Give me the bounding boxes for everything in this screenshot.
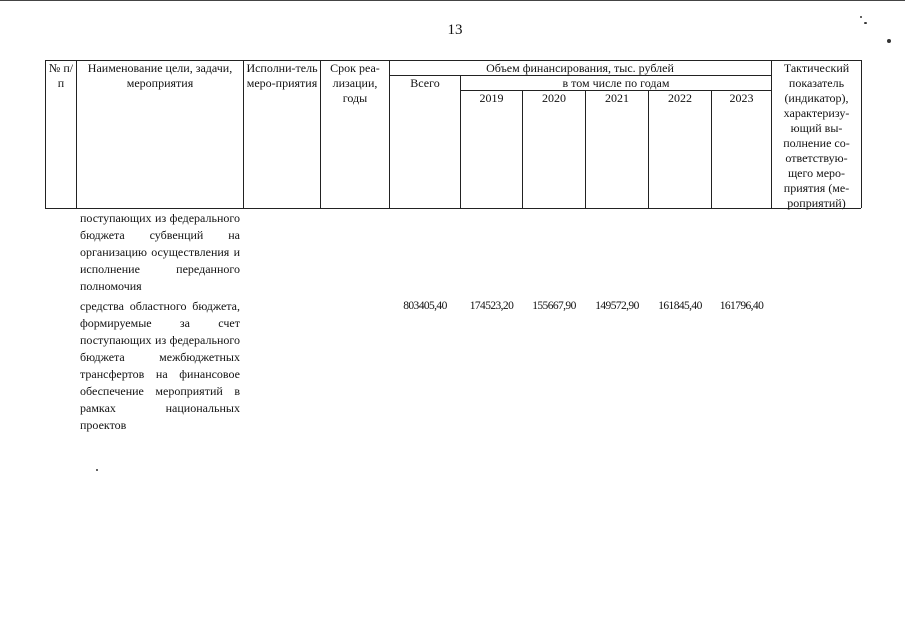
header-executor: Исполни-тель меро-приятия <box>246 61 318 90</box>
row-value-2021: 149572,90 <box>595 300 639 312</box>
header-year: 2023 <box>729 91 754 105</box>
row-value-2020: 155667,90 <box>532 300 576 312</box>
header-indicator: Тактический показатель (индикатор), характеризу-ющий вы-полнение со-ответствую-щего меро-приятия (ме-роприятий) <box>783 61 850 210</box>
header-by-years: в том числе по годам <box>562 76 670 90</box>
page-number: 13 <box>447 22 463 38</box>
header-financing: Объем финансирования, тыс. рублей <box>486 61 674 75</box>
scan-speck <box>860 16 862 18</box>
header-number: № п/п <box>48 61 74 90</box>
header-year: 2021 <box>605 91 629 105</box>
header-year: 2020 <box>542 91 566 105</box>
header-total: Всего <box>410 76 440 90</box>
header-year: 2019 <box>479 91 504 105</box>
row-name: средства областного бюджета, формируемые за счет поступающих из федерального бюджета межбюджетных трансфертов на финансовое обеспечение мероприятий в рамках национальных проектов <box>80 299 240 432</box>
header-year: 2022 <box>668 91 692 105</box>
header-term: Срок реа-лизации, годы <box>330 61 380 105</box>
scan-speck <box>864 22 867 24</box>
row-value-2022: 161845,40 <box>658 300 702 312</box>
row-value-2023: 161796,40 <box>719 300 764 312</box>
scan-speck <box>887 39 891 43</box>
row-total: 803405,40 <box>403 300 447 312</box>
row-name: поступающих из федерального бюджета субвенций на организацию осуществления и исполнение переданного полномочия <box>80 211 240 293</box>
top-border-rule <box>0 0 905 1</box>
header-name: Наименование цели, задачи, мероприятия <box>87 61 233 90</box>
row-value-2019: 174523,20 <box>469 300 514 312</box>
scan-speck <box>96 469 98 471</box>
